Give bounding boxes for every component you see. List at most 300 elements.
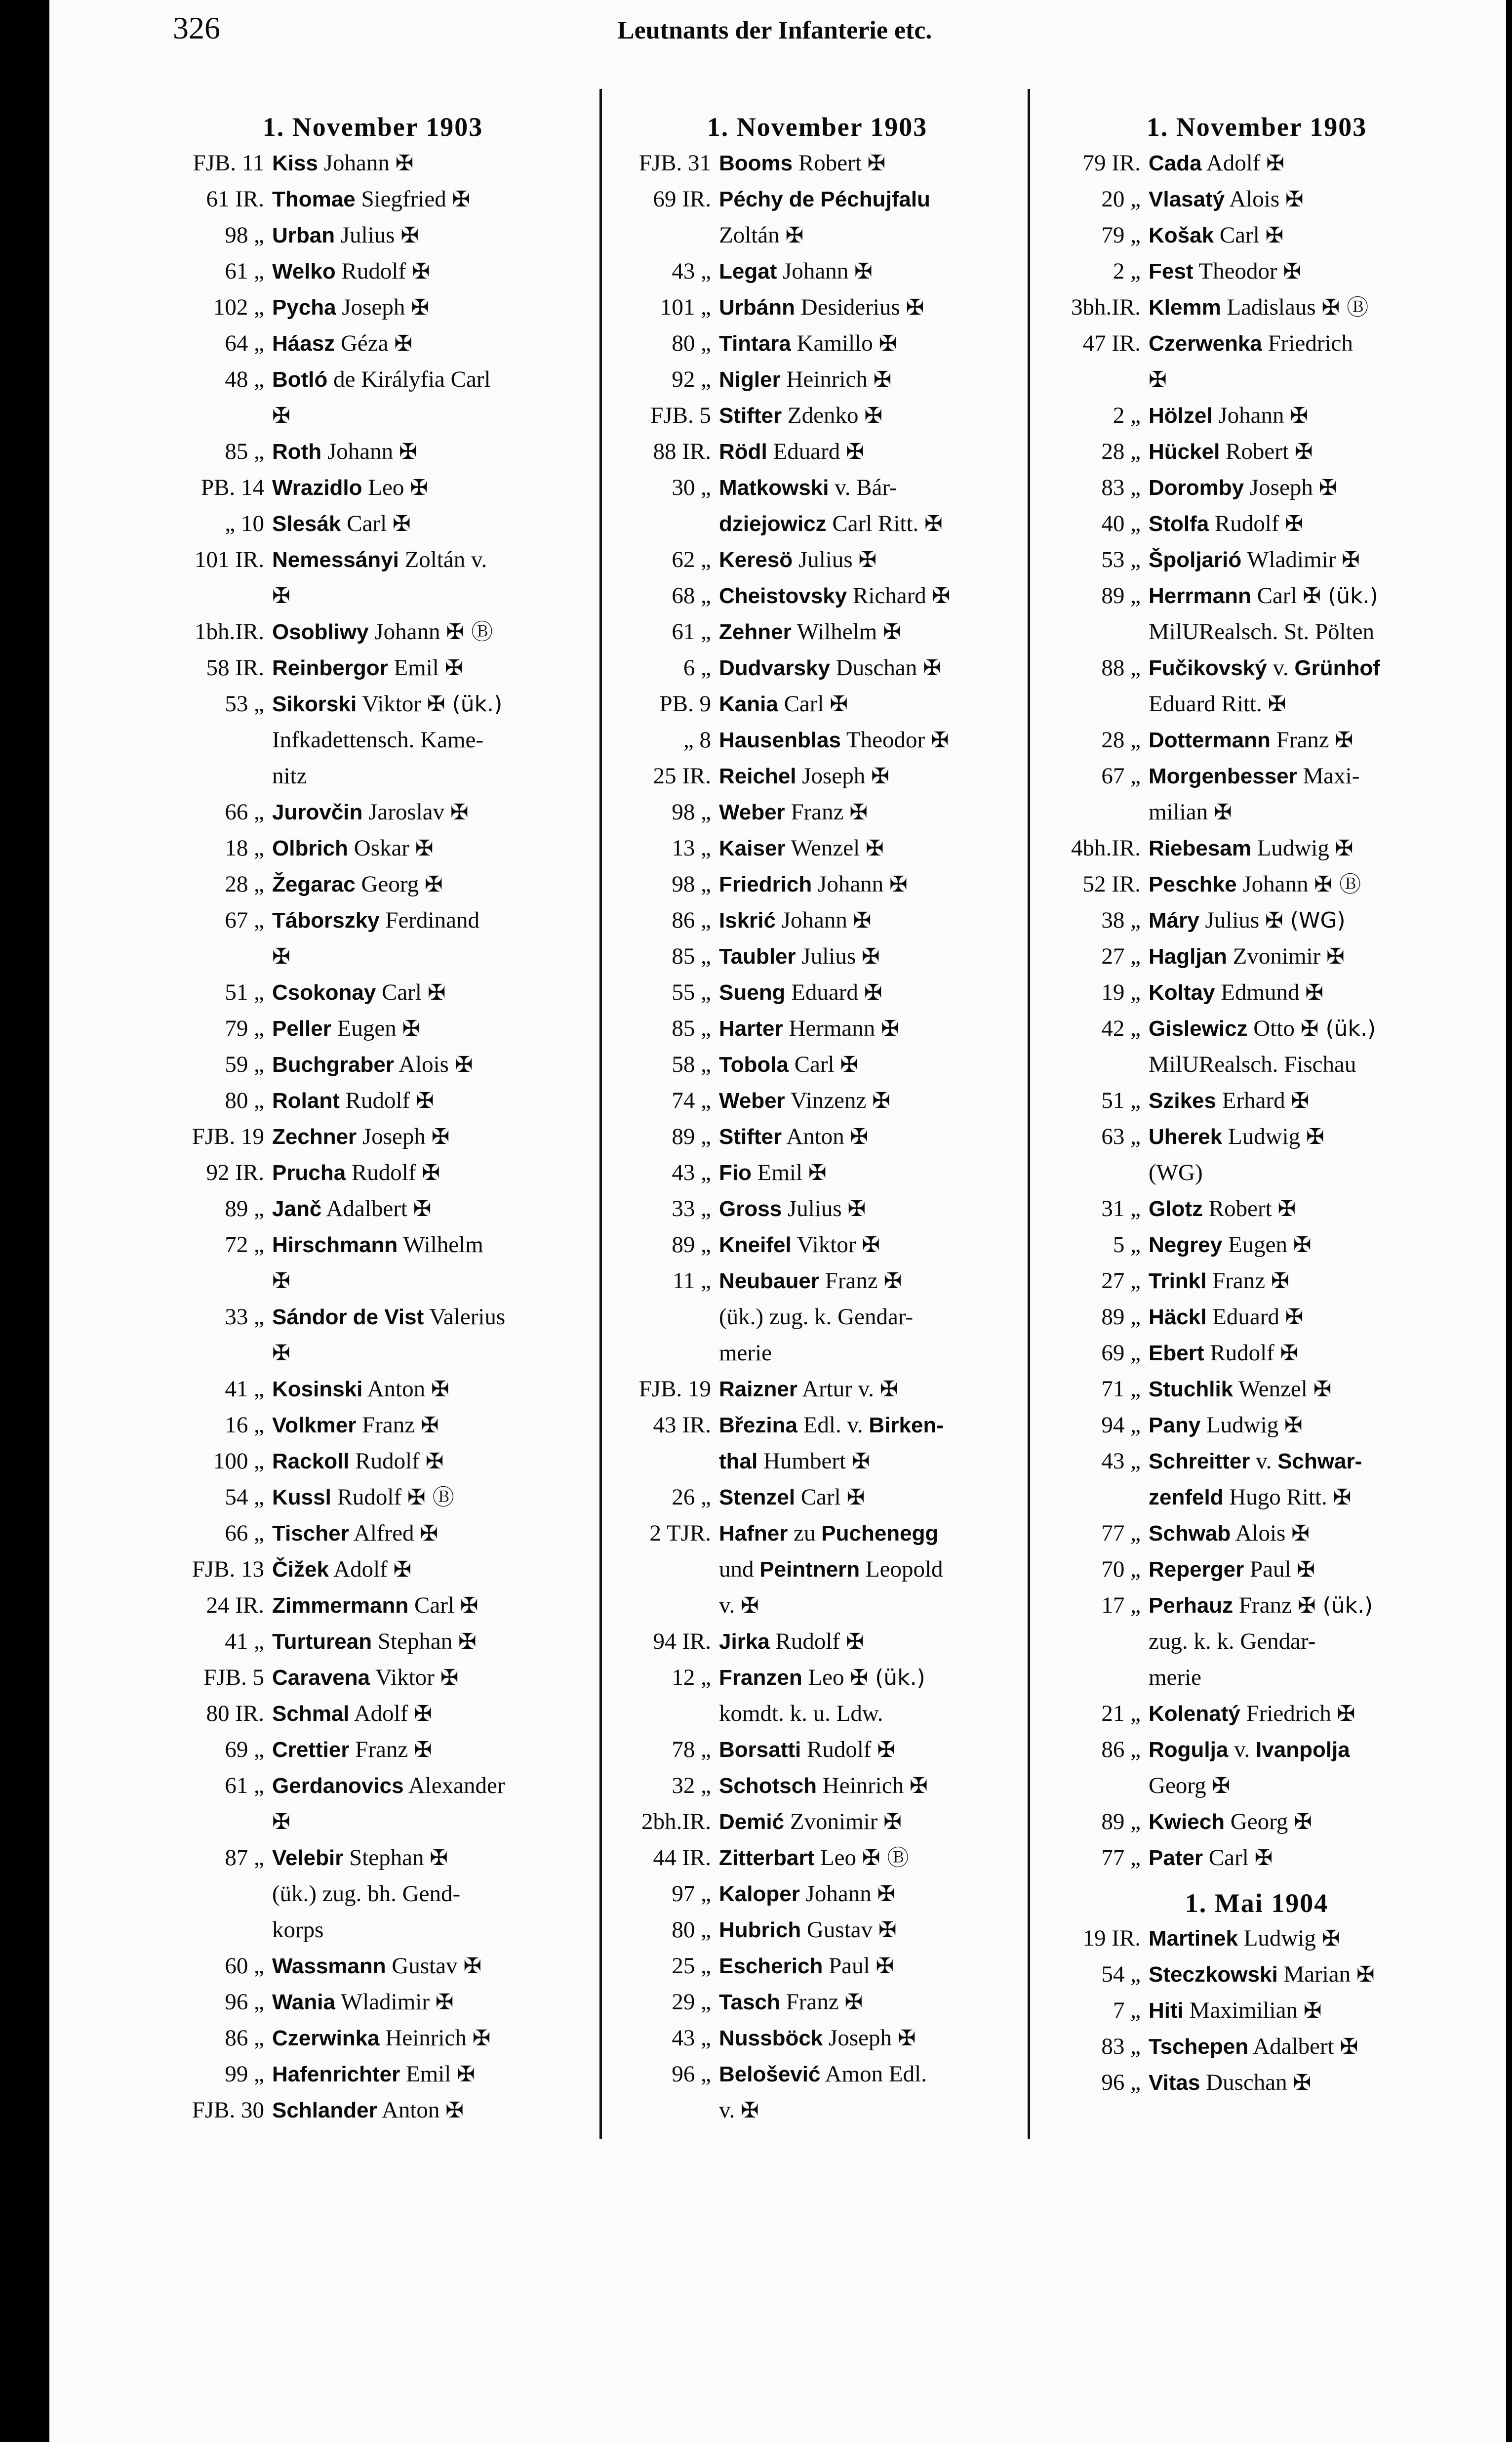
entry-text <box>1141 1993 1479 2029</box>
given-name: Viktor <box>362 691 422 717</box>
regiment-number: 71 „ <box>1101 1376 1141 1402</box>
entry-text <box>1141 1119 1479 1155</box>
entry-text <box>711 542 1027 578</box>
list-item <box>158 1155 588 1191</box>
entry-text <box>711 1624 1027 1660</box>
list-item <box>1035 362 1479 398</box>
list-item <box>607 1011 1027 1047</box>
list-item <box>158 1624 588 1660</box>
given-name: Georg <box>1149 1773 1206 1798</box>
given-name: Rudolf <box>1210 1340 1274 1366</box>
decoration-symbol: ✠ <box>458 1629 477 1654</box>
regiment-number: 19 „ <box>1101 979 1141 1005</box>
surname: Reichel <box>719 764 796 788</box>
list-item <box>1035 830 1479 866</box>
given-name: Gustav <box>806 1917 873 1943</box>
decoration-symbol: ✠ <box>427 980 446 1005</box>
entry-text <box>711 1696 1027 1732</box>
entry-text <box>264 145 588 181</box>
decoration-symbol: ✠ <box>878 331 897 356</box>
given-name: Paul <box>1249 1556 1291 1582</box>
list-item <box>158 794 588 830</box>
surname: Borsatti <box>719 1738 801 1762</box>
regiment-number: 44 IR. <box>653 1845 711 1871</box>
regiment-number: 97 „ <box>672 1881 711 1907</box>
list-item <box>607 326 1027 362</box>
given-name: Adalbert <box>1253 2034 1334 2059</box>
list-item <box>607 181 1027 217</box>
regiment-number: 85 „ <box>225 439 264 464</box>
entry-text <box>1141 398 1479 434</box>
list-item <box>1035 1047 1479 1083</box>
surname: Pater <box>1149 1846 1203 1870</box>
entry-text <box>1141 1624 1479 1660</box>
decoration-symbol: ✠ <box>272 1809 290 1834</box>
given-name: Maximilian <box>1189 1997 1298 2023</box>
given-name: Heinrich <box>822 1773 904 1798</box>
list-item <box>1035 1299 1479 1335</box>
entry-text <box>1141 1696 1479 1732</box>
entry-text <box>264 1191 588 1227</box>
decoration-symbol: ✠ <box>431 1377 449 1402</box>
list-item <box>607 253 1027 289</box>
regiment-number: 79 „ <box>225 1016 264 1041</box>
decoration-symbol: ✠ <box>877 1881 896 1907</box>
surname: Táborszky <box>272 908 380 933</box>
list-item <box>607 1335 1027 1371</box>
surname: Slesák <box>272 512 341 536</box>
entry-text <box>264 2056 588 2092</box>
regiment-number: 41 „ <box>225 1628 264 1654</box>
list-item <box>158 1948 588 1984</box>
entry-text <box>711 650 1027 686</box>
regiment-number: 66 „ <box>225 1520 264 1546</box>
entry-text <box>1141 434 1479 470</box>
decoration-symbol: ✠ <box>854 259 873 284</box>
given-name: Heinrich <box>385 2025 467 2051</box>
decoration-symbol: ✠ <box>1290 403 1309 428</box>
decoration-symbol: ✠ Ⓑ <box>446 619 493 645</box>
entry-text <box>1141 1479 1479 1515</box>
entry-text <box>1141 362 1479 398</box>
regiment-number: FJB. 19 <box>638 1376 711 1402</box>
surname: Tobola <box>719 1053 789 1077</box>
entry-text <box>1141 686 1479 722</box>
surname: Welko <box>272 259 336 284</box>
decoration-symbol: ✠ <box>883 1809 902 1834</box>
given-name: Maxi- <box>1303 763 1360 789</box>
entry-text <box>264 578 588 614</box>
surname: Nemessányi <box>272 548 399 572</box>
list-item <box>1035 470 1479 506</box>
surname: Szikes <box>1149 1089 1216 1113</box>
given-name: Eduard <box>1212 1304 1279 1330</box>
given-name: Johann <box>327 439 394 464</box>
entry-text <box>711 1732 1027 1768</box>
surname: Janč <box>272 1197 322 1221</box>
decoration-symbol: ✠ <box>844 1990 863 2015</box>
surname: zenfeld <box>1149 1485 1224 1509</box>
decoration-symbol: ✠ <box>932 583 951 609</box>
surname: Wassmann <box>272 1954 386 1978</box>
surname: Velebir <box>272 1846 344 1870</box>
regiment-number: 74 „ <box>672 1088 711 1113</box>
column-2 <box>607 109 1027 2128</box>
decoration-symbol: ✠ <box>871 764 889 789</box>
entry-text <box>1141 1551 1479 1587</box>
given-name: Franz <box>362 1412 415 1438</box>
regiment-number: 59 „ <box>225 1052 264 1077</box>
given-name: (ük.) zug. bh. Gend- <box>272 1881 461 1907</box>
given-name: Robert <box>798 150 862 176</box>
regiment-number: 80 „ <box>672 330 711 356</box>
book-page <box>49 0 1506 2442</box>
list-item <box>158 1804 588 1840</box>
entry-text <box>1141 253 1479 289</box>
entry-text <box>711 975 1027 1011</box>
given-name: Wladimir <box>340 1989 430 2015</box>
list-item <box>607 1551 1027 1587</box>
regiment-number: 61 „ <box>225 258 264 284</box>
entry-text <box>264 975 588 1011</box>
list-item <box>158 289 588 326</box>
entry-text <box>1141 975 1479 1011</box>
list-item <box>1035 1768 1479 1804</box>
regiment-number: 28 „ <box>1101 439 1141 464</box>
decoration-symbol: ✠ Ⓑ <box>1321 295 1369 320</box>
decoration-symbol: ✠ <box>847 1196 866 1221</box>
decoration-symbol: ✠ <box>740 2098 759 2123</box>
list-item <box>1035 434 1479 470</box>
list-item <box>158 145 588 181</box>
surname: Trinkl <box>1149 1269 1207 1293</box>
given-name: Oskar <box>354 835 410 861</box>
given-name: Ludwig <box>1228 1124 1301 1149</box>
list-item <box>607 866 1027 902</box>
regiment-number: 85 „ <box>672 1016 711 1041</box>
given-name: Anton <box>367 1376 426 1402</box>
regiment-number: 25 „ <box>672 1953 711 1979</box>
list-item <box>607 614 1027 650</box>
entry-text <box>711 1335 1027 1371</box>
decoration-symbol: ✠ <box>1340 2034 1358 2059</box>
regiment-number: 68 „ <box>672 583 711 609</box>
list-item <box>607 1768 1027 1804</box>
given-name: Julius <box>801 943 856 969</box>
decoration-symbol: ✠ <box>1291 1088 1310 1113</box>
surname: Franzen <box>719 1666 802 1690</box>
decoration-symbol: ✠ <box>450 800 469 825</box>
list-item <box>158 2020 588 2056</box>
given-name: Wladimir <box>1247 547 1336 572</box>
entry-text <box>711 1407 1027 1443</box>
regiment-number: 24 IR. <box>206 1592 264 1618</box>
given-name: Emil <box>757 1160 803 1185</box>
decoration-symbol: ✠ <box>395 151 414 176</box>
list-item <box>607 362 1027 398</box>
decoration-symbol: ✠ Ⓑ <box>407 1485 454 1510</box>
given-name: Rudolf <box>807 1737 872 1762</box>
entry-text <box>711 1984 1027 2020</box>
entry-text <box>1141 758 1479 794</box>
given-name: Adolf <box>1206 150 1261 176</box>
given-name: Erhard <box>1222 1088 1285 1113</box>
given-name: Amon Edl. <box>825 2061 927 2087</box>
given-name: Alois <box>398 1052 449 1077</box>
regiment-number: 96 „ <box>1101 2070 1141 2095</box>
section-header: 1. November 1903 <box>262 112 483 142</box>
entry-text <box>711 217 1027 253</box>
surname: Martinek <box>1149 1926 1238 1951</box>
list-item <box>607 794 1027 830</box>
surname: Fučikovský <box>1149 656 1267 680</box>
list-item <box>158 1732 588 1768</box>
regiment-number: 96 „ <box>225 1989 264 2015</box>
given-name: Paul <box>829 1953 870 1979</box>
decoration-symbol: ✠ <box>452 187 471 212</box>
decoration-symbol: ✠ <box>864 403 883 428</box>
entry-text <box>711 506 1027 542</box>
regiment-number: 79 IR. <box>1082 150 1141 176</box>
regiment-number: 43 „ <box>672 2025 711 2051</box>
regiment-number: 30 „ <box>672 475 711 500</box>
given-name: Johann <box>818 871 884 897</box>
regiment-number: 64 „ <box>225 330 264 356</box>
given-name: Edl. v. <box>803 1412 863 1438</box>
decoration-symbol: ✠ <box>878 1917 897 1943</box>
list-item <box>1035 1443 1479 1479</box>
regiment-number: FJB. 31 <box>638 150 711 176</box>
list-item <box>1035 506 1479 542</box>
given-name: Humbert <box>763 1448 846 1474</box>
given-name: Alois <box>1235 1520 1286 1546</box>
list-item <box>607 1660 1027 1696</box>
list-item <box>607 1984 1027 2020</box>
decoration-symbol: ✠ <box>882 619 901 645</box>
surname: Kiss <box>272 151 318 175</box>
entry-text <box>264 1515 588 1551</box>
list-item <box>158 1768 588 1804</box>
given-name: Robert <box>1226 439 1289 464</box>
given-name: Alexander <box>408 1773 505 1798</box>
given-name: Infkadettensch. Kame- <box>272 727 484 753</box>
entry-text <box>711 2092 1027 2128</box>
surname: Rogulja <box>1149 1738 1229 1762</box>
regiment-number: 40 „ <box>1101 511 1141 536</box>
regiment-number: 67 „ <box>1101 763 1141 789</box>
decoration-symbol: ✠ <box>875 1954 894 1979</box>
list-item <box>1035 398 1479 434</box>
given-name: Franz <box>1276 727 1329 753</box>
list-item <box>607 650 1027 686</box>
list-item <box>1035 181 1479 217</box>
given-name: Vinzenz <box>790 1088 867 1113</box>
entry-text <box>264 722 588 758</box>
regiment-number: 54 „ <box>225 1484 264 1510</box>
entry-text <box>711 902 1027 938</box>
entry-text <box>711 362 1027 398</box>
list-item <box>607 1515 1027 1551</box>
list-item <box>607 289 1027 326</box>
surname: Fio <box>719 1161 752 1185</box>
surname: Kwiech <box>1149 1810 1225 1834</box>
given-name: Johann <box>783 258 849 284</box>
given-name: Johann <box>805 1881 872 1907</box>
surname: thal <box>719 1449 758 1473</box>
surname: Kaloper <box>719 1882 800 1906</box>
entry-text <box>711 470 1027 506</box>
entry-text <box>1141 1299 1479 1335</box>
surname: Kolenatý <box>1149 1702 1240 1726</box>
entry-text <box>711 578 1027 614</box>
entry-text <box>264 1624 588 1660</box>
regiment-number: 63 „ <box>1101 1124 1141 1149</box>
list-item <box>158 1119 588 1155</box>
regiment-number: 92 IR. <box>206 1160 264 1185</box>
regiment-number: 99 „ <box>225 2061 264 2087</box>
given-name: Joseph <box>1249 475 1313 500</box>
surname: Klemm <box>1149 295 1221 320</box>
surname: Stifter <box>719 404 782 428</box>
decoration-symbol: ✠ <box>1335 728 1353 753</box>
surname: Czerwinka <box>272 2026 380 2050</box>
surname: Dudvarsky <box>719 656 831 680</box>
surname: Stifter <box>719 1125 782 1149</box>
entry-text <box>1141 289 1479 326</box>
regiment-number: 89 „ <box>1101 583 1141 609</box>
list-item <box>158 938 588 975</box>
list-item <box>158 1840 588 1876</box>
entry-text <box>264 1299 588 1335</box>
section-header: 1. November 1903 <box>707 112 928 142</box>
surname: Steczkowski <box>1149 1962 1278 1987</box>
regiment-number: 43 „ <box>672 1160 711 1185</box>
surname: Csokonay <box>272 980 376 1005</box>
given-name: zu <box>794 1520 816 1546</box>
surname: Zehner <box>719 620 792 644</box>
list-item <box>607 506 1027 542</box>
given-name: v. Bár- <box>835 475 897 500</box>
surname: Reperger <box>1149 1557 1244 1582</box>
decoration-symbol: ✠ <box>410 475 428 500</box>
regiment-number: 83 „ <box>1101 2034 1141 2059</box>
surname: Olbrich <box>272 836 349 860</box>
regiment-number: 19 IR. <box>1082 1925 1141 1951</box>
regiment-number: 25 IR. <box>653 763 711 789</box>
surname: Čižek <box>272 1557 329 1582</box>
given-name: Joseph <box>829 2025 892 2051</box>
given-name: Carl <box>784 691 824 717</box>
surname: Zechner <box>272 1125 357 1149</box>
surname: Háasz <box>272 331 335 356</box>
list-item <box>1035 1011 1479 1047</box>
list-item <box>607 1083 1027 1119</box>
surname: Thomae <box>272 187 356 211</box>
given-name: MilURealsch. St. Pölten <box>1149 619 1374 645</box>
entry-text <box>711 181 1027 217</box>
list-item <box>158 830 588 866</box>
surname-cont: Peintnern <box>759 1557 860 1582</box>
regiment-number: FJB. 30 <box>192 2097 264 2123</box>
regiment-number: FJB. 11 <box>193 150 264 176</box>
entry-text <box>1141 2029 1479 2065</box>
list-item <box>158 1696 588 1732</box>
entry-text <box>1141 470 1479 506</box>
given-name: und <box>719 1556 754 1582</box>
entry-text <box>264 902 588 938</box>
entry-text <box>711 1191 1027 1227</box>
given-name: Wilhelm <box>403 1232 483 1258</box>
entry-text <box>711 1443 1027 1479</box>
regiment-number: 6 „ <box>683 655 711 681</box>
given-name: Georg <box>361 871 419 897</box>
regiment-number: 89 „ <box>1101 1809 1141 1834</box>
given-name: de Királyfia Carl <box>333 366 491 392</box>
regiment-number: 86 „ <box>225 2025 264 2051</box>
entry-text <box>1141 1732 1479 1768</box>
surname: Taubler <box>719 944 796 969</box>
decoration-symbol: ✠ <box>879 1377 898 1402</box>
list-item <box>607 1912 1027 1948</box>
decoration-symbol: ✠ <box>1297 1557 1315 1582</box>
decoration-symbol: ✠ <box>909 1773 928 1798</box>
surname: Morgenbesser <box>1149 764 1297 788</box>
decoration-symbol: ✠ <box>808 1160 827 1185</box>
entry-text <box>1141 1011 1479 1047</box>
surname: Hafner <box>719 1521 788 1546</box>
decoration-symbol: ✠ (ük.) <box>1300 1016 1376 1041</box>
regiment-number: 2 TJR. <box>649 1520 711 1546</box>
given-name: Eduard <box>773 439 840 464</box>
surname: Schlander <box>272 2098 377 2122</box>
list-item <box>607 1227 1027 1263</box>
decoration-symbol: ✠ <box>463 1954 482 1979</box>
surname: Gislewicz <box>1149 1017 1248 1041</box>
entry-text <box>711 2056 1027 2092</box>
regiment-number: 2 „ <box>1113 403 1141 428</box>
entry-text <box>711 1119 1027 1155</box>
regiment-number: 27 „ <box>1101 1268 1141 1294</box>
surname: Reinbergor <box>272 656 388 680</box>
decoration-symbol: ✠ <box>930 728 949 753</box>
given-name: Franz <box>825 1268 878 1294</box>
given-name: Edmund <box>1221 979 1300 1005</box>
entry-text <box>1141 1443 1479 1479</box>
entry-text <box>264 794 588 830</box>
entry-text <box>1141 2065 1479 2101</box>
regiment-number: 86 „ <box>1101 1737 1141 1762</box>
decoration-symbol: ✠ <box>785 223 804 248</box>
entry-text <box>1141 1768 1479 1804</box>
entry-text <box>1141 1155 1479 1191</box>
given-name: Anton <box>381 2097 440 2123</box>
decoration-symbol: ✠ <box>845 1629 864 1654</box>
entry-text <box>1141 217 1479 253</box>
surname: Cheistovsky <box>719 584 847 608</box>
given-name: Julius <box>787 1196 842 1221</box>
surname: Hausenblas <box>719 728 841 752</box>
given-name: Rudolf <box>345 1088 410 1113</box>
entry-text <box>1141 1660 1479 1696</box>
decoration-symbol: ✠ <box>415 836 434 861</box>
decoration-symbol: ✠ <box>1321 1926 1340 1951</box>
list-item <box>607 1155 1027 1191</box>
list-item <box>158 650 588 686</box>
entry-text <box>711 614 1027 650</box>
list-item <box>158 253 588 289</box>
surname: Caravena <box>272 1666 370 1690</box>
list-item <box>158 1660 588 1696</box>
